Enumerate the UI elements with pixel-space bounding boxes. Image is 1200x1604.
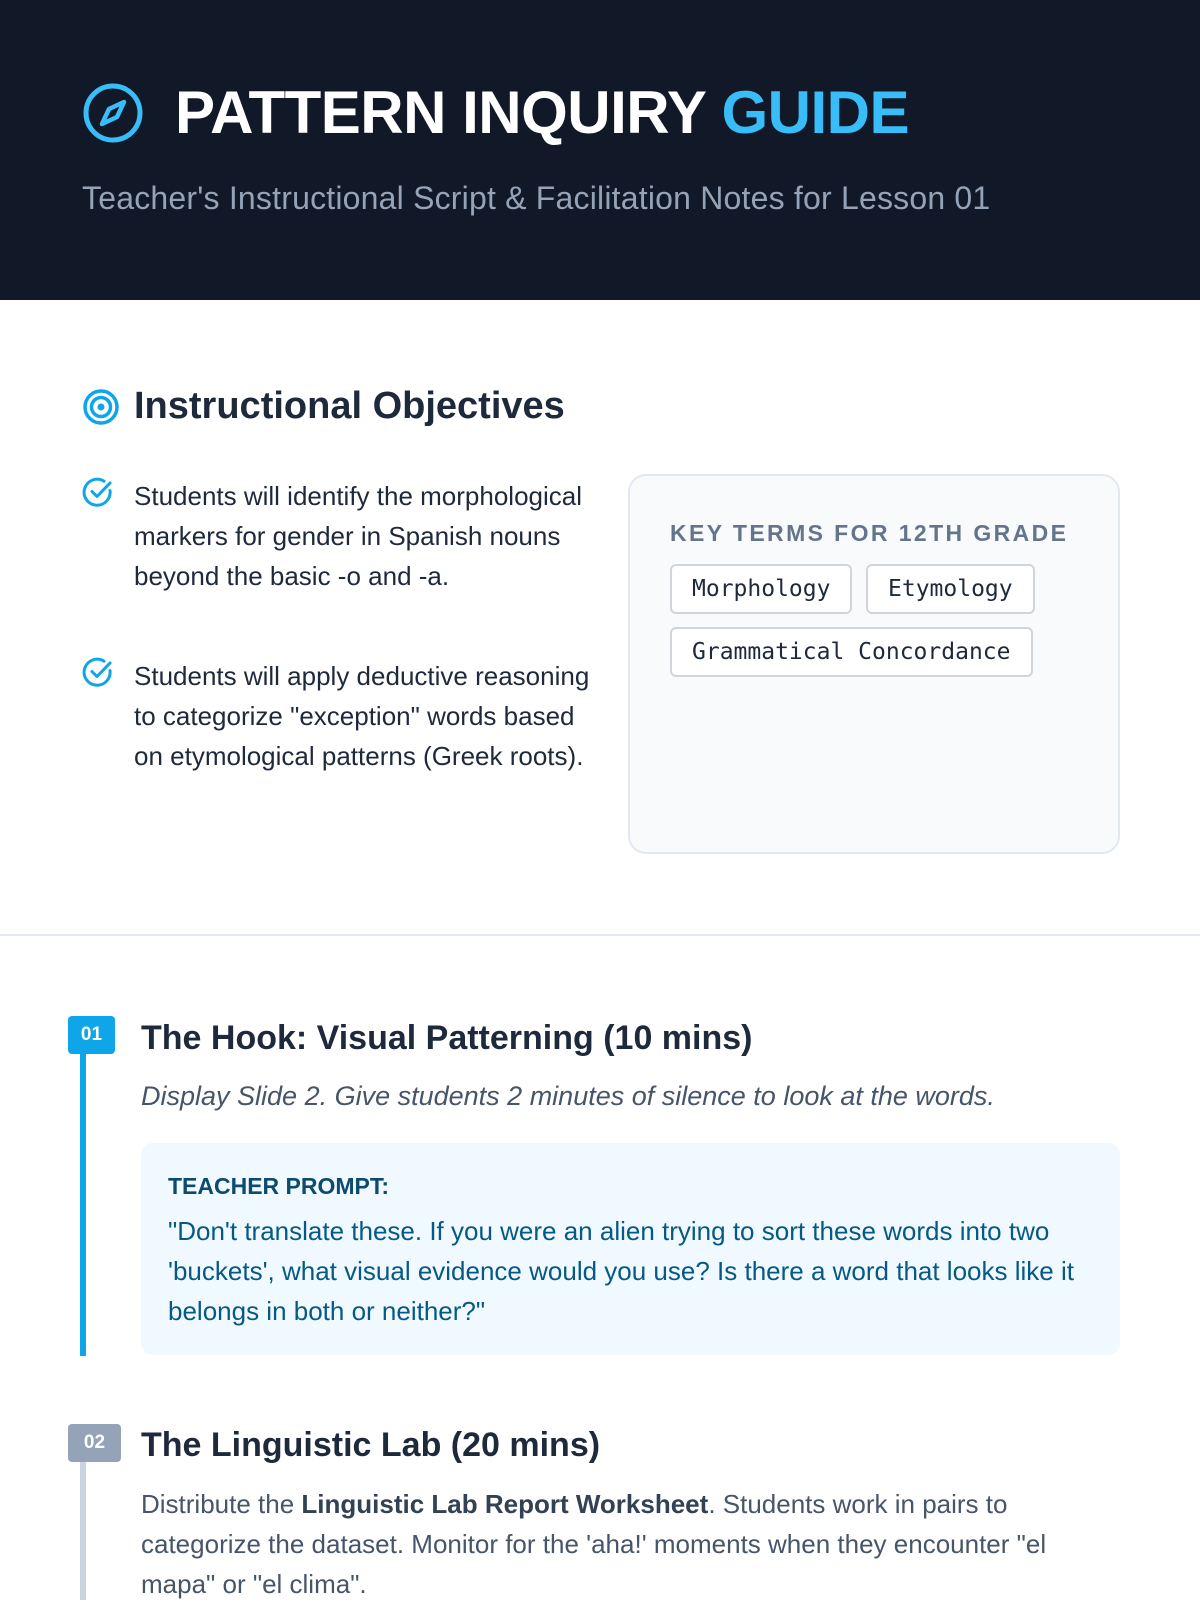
step-title: The Hook: Visual Patterning (10 mins)	[141, 1019, 753, 1057]
key-terms-card	[628, 474, 1120, 854]
step-text-after: . Students work in pairs to categorize the dataset. Monitor for the 'aha!' moments when they encounter "el mapa" or "el clima".	[141, 1489, 1047, 1599]
objective-text: Students will identify the morphological markers for gender in Spanish nouns beyond the basic -o and -a.	[134, 481, 583, 591]
compass-icon	[82, 82, 144, 144]
page-subtitle: Teacher's Instructional Script & Facilitation Notes for Lesson 01	[82, 180, 991, 216]
teacher-prompt-box	[141, 1143, 1120, 1355]
worksheet-name: Linguistic Lab Report Worksheet	[301, 1489, 709, 1519]
step-number-badge: 02	[68, 1424, 121, 1462]
step-title: The Linguistic Lab (20 mins)	[141, 1426, 601, 1464]
section-divider	[0, 934, 1200, 936]
objective-text: Students will apply deductive reasoning to categorize "exception" words based on etymological patterns (Greek roots).	[134, 661, 590, 771]
term-chip: Etymology	[866, 564, 1035, 614]
check-circle-icon	[82, 656, 114, 688]
step-timeline-line	[80, 1036, 86, 1356]
term-chip: Morphology	[670, 564, 852, 614]
check-circle-icon	[82, 476, 114, 508]
step-number-badge: 01	[68, 1016, 115, 1054]
page-title	[175, 78, 909, 148]
objectives-heading: Instructional Objectives	[134, 385, 565, 427]
target-icon	[82, 388, 120, 426]
step-timeline-line	[80, 1444, 86, 1600]
step-text-before: Distribute the	[141, 1489, 302, 1519]
title-main: PATTERN INQUIRY	[175, 79, 706, 146]
key-terms-label: KEY TERMS FOR 12TH GRADE	[670, 520, 1069, 546]
teacher-prompt-text: "Don't translate these. If you were an alien trying to sort these words into two 'buckets', what visual evidence would you use? Is there a word that looks like it belongs in both or neither?"	[168, 1216, 1074, 1326]
term-chip: Grammatical Concordance	[670, 627, 1033, 677]
teacher-prompt-label: TEACHER PROMPT:	[168, 1173, 390, 1199]
step-description	[141, 1484, 1126, 1604]
title-accent: GUIDE	[721, 79, 910, 146]
page-header	[0, 0, 1200, 300]
step-note: Display Slide 2. Give students 2 minutes of silence to look at the words.	[141, 1081, 995, 1111]
